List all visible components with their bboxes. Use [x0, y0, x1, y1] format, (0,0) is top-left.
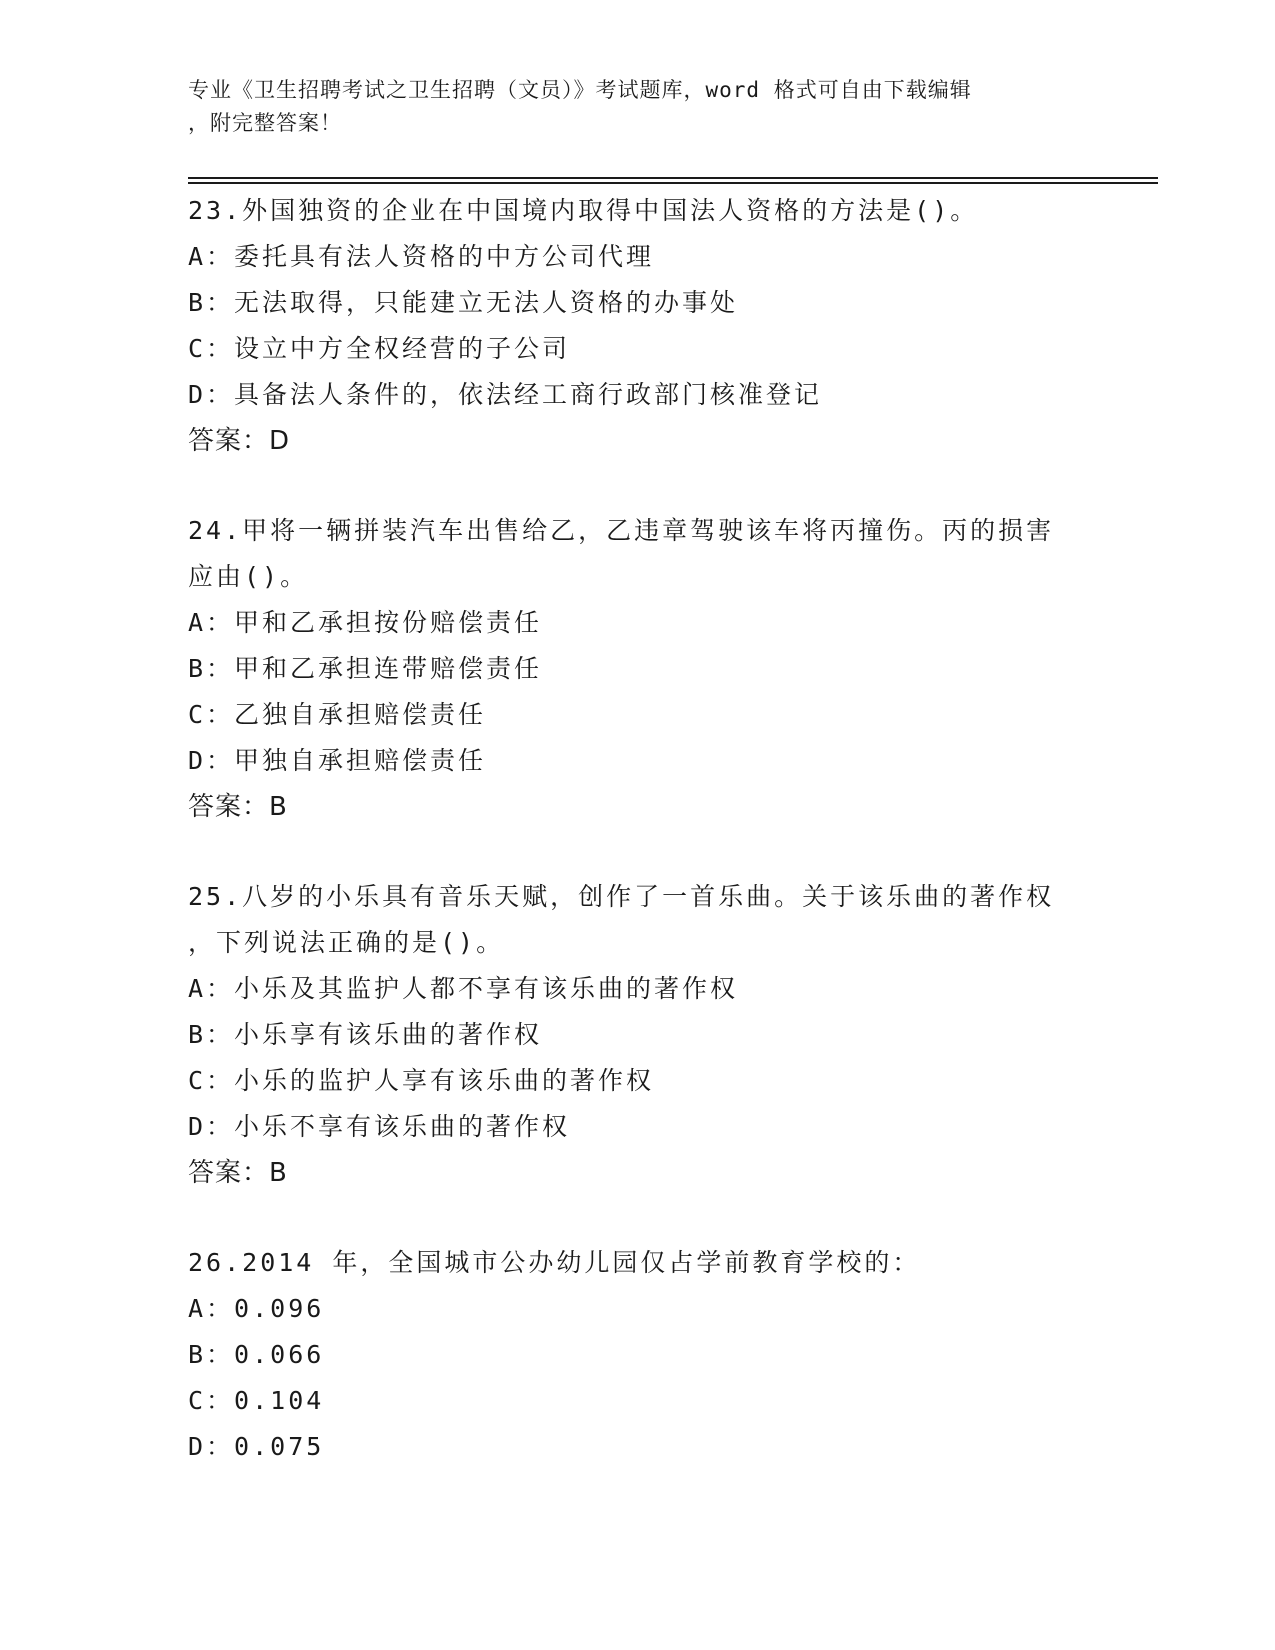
option-c: C：乙独自承担赔偿责任	[188, 700, 487, 729]
option-c: C：设立中方全权经营的子公司	[188, 334, 571, 363]
question-24	[188, 508, 1088, 830]
option-a: A：小乐及其监护人都不享有该乐曲的著作权	[188, 974, 739, 1003]
question-stem-continued: 应由()。	[188, 562, 309, 591]
question-stem: 25.八岁的小乐具有音乐天赋，创作了一首乐曲。关于该乐曲的著作权	[188, 882, 1055, 911]
option-b: B：甲和乙承担连带赔偿责任	[188, 654, 543, 683]
answer-line: 答案：D	[188, 426, 291, 456]
option-b: B：小乐享有该乐曲的著作权	[188, 1020, 543, 1049]
answer-line: 答案：B	[188, 1158, 288, 1188]
question-23	[188, 188, 1088, 464]
header-line-1: 专业《卫生招聘考试之卫生招聘（文员）》考试题库，word 格式可自由下载编辑	[188, 78, 972, 102]
question-stem: 23.外国独资的企业在中国境内取得中国法人资格的方法是()。	[188, 196, 979, 225]
option-c: C：小乐的监护人享有该乐曲的著作权	[188, 1066, 655, 1095]
option-c: C：0.104	[188, 1386, 325, 1415]
option-d: D：甲独自承担赔偿责任	[188, 746, 487, 775]
document-header	[188, 74, 1068, 140]
option-a: A：委托具有法人资格的中方公司代理	[188, 242, 655, 271]
option-d: D：0.075	[188, 1432, 325, 1461]
header-line-2: ，附完整答案！	[188, 111, 342, 135]
option-d: D：小乐不享有该乐曲的著作权	[188, 1112, 571, 1141]
option-a: A：甲和乙承担按份赔偿责任	[188, 608, 543, 637]
header-divider-top	[188, 177, 1158, 179]
option-a: A：0.096	[188, 1294, 325, 1323]
option-d: D：具备法人条件的，依法经工商行政部门核准登记	[188, 380, 823, 409]
option-b: B：0.066	[188, 1340, 325, 1369]
question-stem-continued: ，下列说法正确的是()。	[188, 928, 505, 957]
question-26	[188, 1240, 1088, 1470]
header-divider-bottom	[188, 182, 1158, 184]
question-stem: 24.甲将一辆拼装汽车出售给乙，乙违章驾驶该车将丙撞伤。丙的损害	[188, 516, 1055, 545]
answer-line: 答案：B	[188, 792, 288, 822]
question-stem: 26.2014 年，全国城市公办幼儿园仅占学前教育学校的：	[188, 1248, 921, 1277]
question-25	[188, 874, 1088, 1196]
option-b: B：无法取得，只能建立无法人资格的办事处	[188, 288, 739, 317]
